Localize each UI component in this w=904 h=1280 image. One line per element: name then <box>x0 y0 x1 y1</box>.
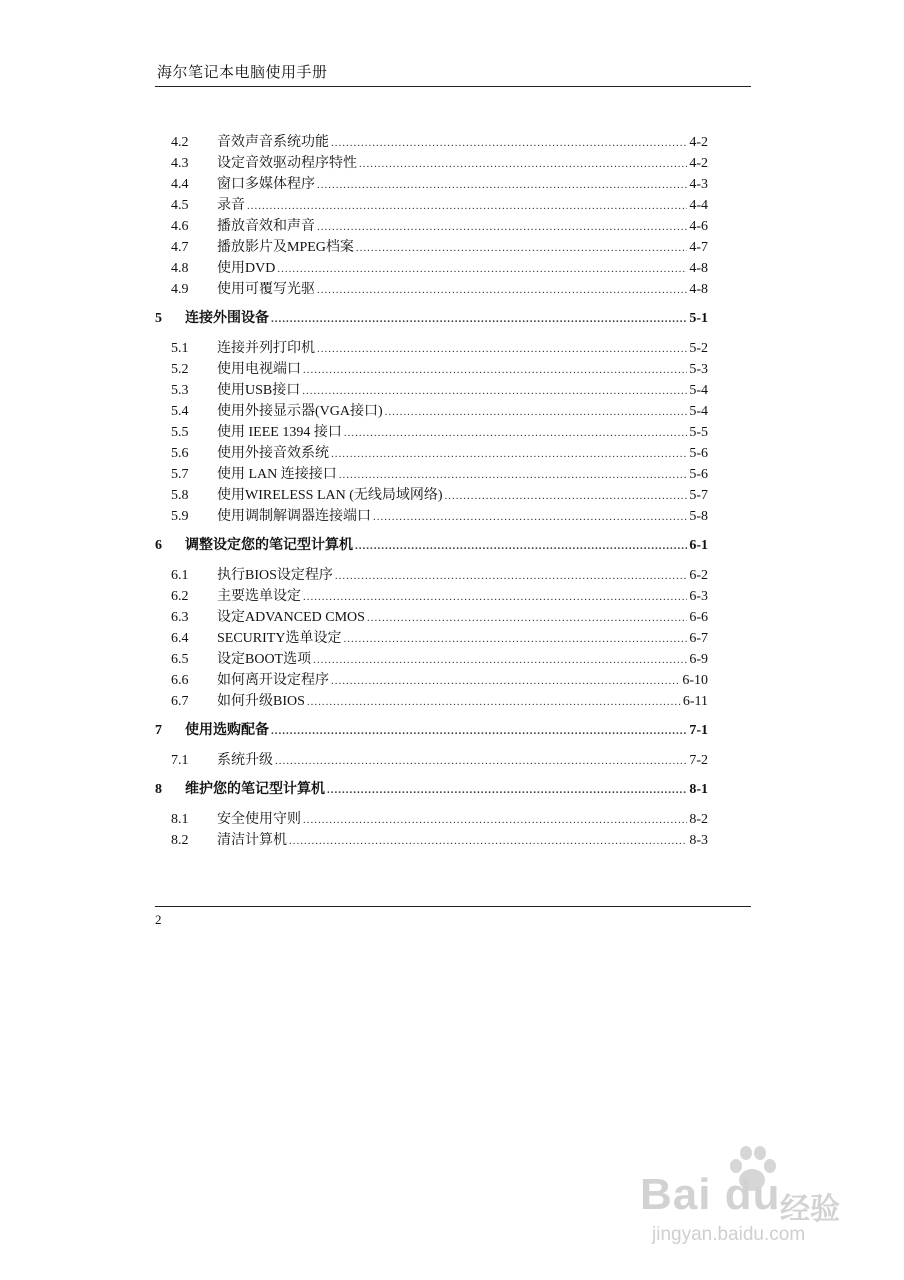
toc-section-number: 5.4 <box>171 404 189 419</box>
toc-chapter-row[interactable] <box>155 719 708 741</box>
toc-page-number: 6-6 <box>689 610 708 625</box>
toc-leader-dots <box>359 158 687 170</box>
toc-page-number: 8-1 <box>689 782 708 797</box>
toc-leader-dots <box>271 313 687 325</box>
toc-page-number: 4-2 <box>689 156 708 171</box>
toc-section-number: 4.3 <box>171 156 189 171</box>
toc-section-number: 6 <box>155 538 162 553</box>
toc-section-title: 主要选单设定 <box>217 589 301 604</box>
toc-entry-row[interactable] <box>155 829 708 850</box>
toc-section-number: 5 <box>155 311 162 326</box>
toc-section-title: 使用选购配备 <box>185 723 269 738</box>
toc-entry-row[interactable] <box>155 648 708 669</box>
toc-section-number: 5.9 <box>171 509 189 524</box>
toc-leader-dots <box>303 364 687 376</box>
toc-section-number: 5.3 <box>171 383 189 398</box>
toc-section-title: 使用外接音效系统 <box>217 446 329 461</box>
toc-entry-row[interactable] <box>155 606 708 627</box>
footer-divider <box>155 906 751 907</box>
toc-page-number: 5-4 <box>689 404 708 419</box>
toc-entry-row[interactable] <box>155 173 708 194</box>
toc-page-number: 6-9 <box>689 652 708 667</box>
toc-page-number: 4-7 <box>689 240 708 255</box>
toc-section-title: 维护您的笔记型计算机 <box>185 782 325 797</box>
toc-section-number: 5.8 <box>171 488 189 503</box>
toc-section-number: 4.2 <box>171 135 189 150</box>
toc-leader-dots <box>317 284 687 296</box>
toc-page-number: 5-8 <box>689 509 708 524</box>
toc-entry-row[interactable] <box>155 442 708 463</box>
toc-page-number: 5-4 <box>689 383 708 398</box>
toc-leader-dots <box>331 448 687 460</box>
toc-section-title: 录音 <box>217 198 245 213</box>
toc-page-number: 4-3 <box>689 177 708 192</box>
toc-page-number: 5-2 <box>689 341 708 356</box>
toc-entry-row[interactable] <box>155 627 708 648</box>
toc-leader-dots <box>307 696 681 708</box>
toc-section-number: 6.4 <box>171 631 189 646</box>
toc-entry-row[interactable] <box>155 564 708 585</box>
toc-section-number: 5.6 <box>171 446 189 461</box>
toc-chapter-row[interactable] <box>155 778 708 800</box>
toc-section-title: 窗口多媒体程序 <box>217 177 315 192</box>
toc-page-number: 7-2 <box>689 753 708 768</box>
toc-chapter-row[interactable] <box>155 534 708 556</box>
toc-section-title: 使用 LAN 连接接口 <box>217 467 337 482</box>
toc-entry-row[interactable] <box>155 379 708 400</box>
toc-page-number: 4-6 <box>689 219 708 234</box>
page-number: 2 <box>155 912 162 927</box>
toc-page-number: 5-1 <box>689 311 708 326</box>
toc-page-number: 4-8 <box>689 261 708 276</box>
toc-leader-dots <box>317 179 687 191</box>
toc-section-number: 4.5 <box>171 198 189 213</box>
toc-section-number: 8.1 <box>171 812 189 827</box>
toc-leader-dots <box>385 406 688 418</box>
toc-section-number: 8.2 <box>171 833 189 848</box>
baidu-jingyan-watermark <box>640 1140 870 1260</box>
toc-leader-dots <box>317 221 687 233</box>
toc-section-number: 8 <box>155 782 162 797</box>
toc-page-number: 5-6 <box>689 446 708 461</box>
toc-leader-dots <box>271 725 687 737</box>
toc-section-title: 使用 IEEE 1394 接口 <box>217 425 342 440</box>
toc-leader-dots <box>335 570 687 582</box>
header-divider <box>155 86 751 87</box>
page-header-title: 海尔笔记本电脑使用手册 <box>157 65 328 81</box>
toc-section-number: 6.5 <box>171 652 189 667</box>
toc-entry-row[interactable] <box>155 585 708 606</box>
toc-section-title: 使用WIRELESS LAN (无线局域网络) <box>217 488 443 503</box>
toc-section-title: 使用外接显示器(VGA接口) <box>217 404 383 419</box>
toc-entry-row[interactable] <box>155 400 708 421</box>
toc-section-number: 4.4 <box>171 177 189 192</box>
toc-page-number: 7-1 <box>689 723 708 738</box>
toc-section-title: 清洁计算机 <box>217 833 287 848</box>
toc-page-number: 5-3 <box>689 362 708 377</box>
toc-section-title: 播放音效和声音 <box>217 219 315 234</box>
toc-leader-dots <box>303 814 687 826</box>
toc-entry-row[interactable] <box>155 690 708 711</box>
toc-section-title: 调整设定您的笔记型计算机 <box>185 538 353 553</box>
toc-leader-dots <box>303 591 687 603</box>
toc-entry-row[interactable] <box>155 484 708 505</box>
toc-entry-row[interactable] <box>155 152 708 173</box>
toc-section-title: 使用调制解调器连接端口 <box>217 509 371 524</box>
toc-leader-dots <box>373 511 687 523</box>
toc-leader-dots <box>277 263 687 275</box>
toc-section-title: 使用USB接口 <box>217 383 301 398</box>
toc-section-title: 执行BIOS设定程序 <box>217 568 333 583</box>
toc-page-number: 5-7 <box>689 488 708 503</box>
table-of-contents <box>155 131 708 850</box>
toc-section-title: 如何升级BIOS <box>217 694 305 709</box>
toc-page-number: 4-8 <box>689 282 708 297</box>
toc-leader-dots <box>343 633 687 645</box>
toc-section-title: 使用电视端口 <box>217 362 301 377</box>
toc-section-title: 安全使用守则 <box>217 812 301 827</box>
toc-leader-dots <box>355 540 687 552</box>
toc-entry-row[interactable] <box>155 257 708 278</box>
toc-section-title: 连接外围设备 <box>185 311 269 326</box>
toc-entry-row[interactable] <box>155 236 708 257</box>
toc-leader-dots <box>339 469 688 481</box>
toc-leader-dots <box>327 784 687 796</box>
toc-section-number: 5.1 <box>171 341 189 356</box>
toc-page-number: 8-3 <box>689 833 708 848</box>
toc-section-number: 5.7 <box>171 467 189 482</box>
toc-section-number: 4.6 <box>171 219 189 234</box>
toc-leader-dots <box>302 385 687 397</box>
toc-page-number: 8-2 <box>689 812 708 827</box>
watermark-product: 经验 <box>780 1192 840 1227</box>
toc-entry-row[interactable] <box>155 421 708 442</box>
toc-section-number: 4.7 <box>171 240 189 255</box>
toc-entry-row[interactable] <box>155 808 708 829</box>
toc-page-number: 5-6 <box>689 467 708 482</box>
toc-page-number: 6-11 <box>682 694 708 709</box>
toc-page-number: 4-4 <box>689 198 708 213</box>
toc-leader-dots <box>275 755 687 767</box>
toc-section-number: 6.1 <box>171 568 189 583</box>
toc-entry-row[interactable] <box>155 131 708 152</box>
toc-leader-dots <box>344 427 688 439</box>
toc-entry-row[interactable] <box>155 358 708 379</box>
toc-section-number: 6.3 <box>171 610 189 625</box>
toc-leader-dots <box>331 137 687 149</box>
toc-section-title: 如何离开设定程序 <box>217 673 329 688</box>
toc-entry-row[interactable] <box>155 505 708 526</box>
toc-section-number: 6.7 <box>171 694 189 709</box>
toc-entry-row[interactable] <box>155 278 708 299</box>
toc-entry-row[interactable] <box>155 194 708 215</box>
toc-section-number: 7.1 <box>171 753 189 768</box>
toc-section-number: 6.2 <box>171 589 189 604</box>
toc-leader-dots <box>356 242 687 254</box>
toc-leader-dots <box>289 835 687 847</box>
toc-leader-dots <box>317 343 687 355</box>
toc-page-number: 6-7 <box>689 631 708 646</box>
toc-section-number: 6.6 <box>171 673 189 688</box>
toc-section-title: 设定BOOT选项 <box>217 652 312 667</box>
toc-leader-dots <box>313 654 687 666</box>
toc-section-title: 系统升级 <box>217 753 273 768</box>
toc-chapter-row[interactable] <box>155 307 708 329</box>
toc-page-number: 6-1 <box>689 538 708 553</box>
toc-entry-row[interactable] <box>155 749 708 770</box>
toc-page-number: 6-10 <box>682 673 708 688</box>
toc-leader-dots <box>331 675 680 687</box>
toc-entry-row[interactable] <box>155 337 708 358</box>
toc-section-number: 5.5 <box>171 425 189 440</box>
toc-section-number: 7 <box>155 723 162 738</box>
toc-section-title: 音效声音系统功能 <box>217 135 329 150</box>
toc-leader-dots <box>445 490 688 502</box>
toc-section-number: 5.2 <box>171 362 189 377</box>
toc-leader-dots <box>247 200 687 212</box>
toc-section-title: 连接并列打印机 <box>217 341 315 356</box>
watermark-brand: Bai du <box>640 1170 781 1219</box>
toc-page-number: 6-2 <box>689 568 708 583</box>
toc-page-number: 5-5 <box>689 425 708 440</box>
toc-entry-row[interactable] <box>155 463 708 484</box>
watermark-url: jingyan.baidu.com <box>652 1224 806 1245</box>
toc-section-number: 4.8 <box>171 261 189 276</box>
toc-entry-row[interactable] <box>155 215 708 236</box>
toc-section-title: SECURITY选单设定 <box>217 631 342 646</box>
toc-page-number: 6-3 <box>689 589 708 604</box>
toc-section-number: 4.9 <box>171 282 189 297</box>
toc-section-title: 使用DVD <box>217 261 276 276</box>
toc-section-title: 播放影片及MPEG档案 <box>217 240 354 255</box>
toc-entry-row[interactable] <box>155 669 708 690</box>
toc-leader-dots <box>367 612 687 624</box>
toc-page-number: 4-2 <box>689 135 708 150</box>
toc-section-title: 设定音效驱动程序特性 <box>217 156 357 171</box>
toc-section-title: 设定ADVANCED CMOS <box>217 610 365 625</box>
toc-section-title: 使用可覆写光驱 <box>217 282 315 297</box>
